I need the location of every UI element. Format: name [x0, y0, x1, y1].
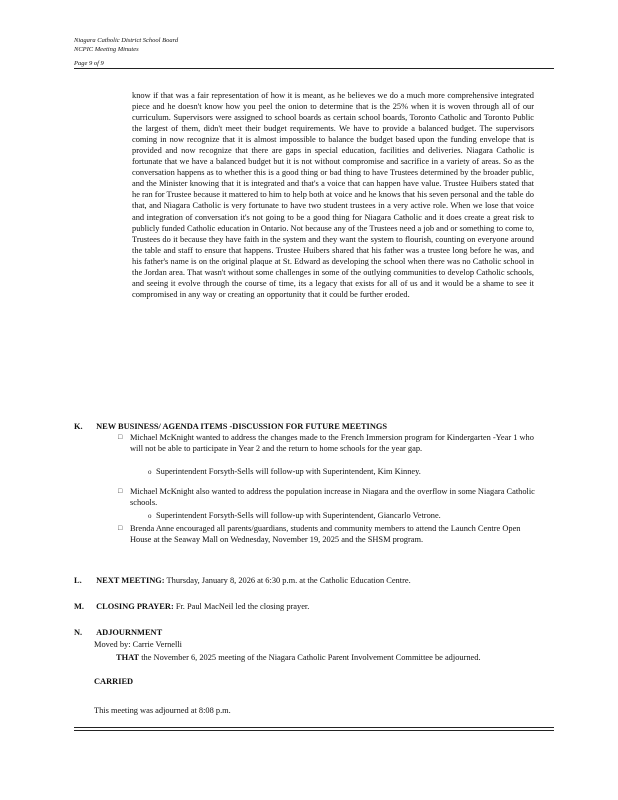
that-text: the November 6, 2025 meeting of the Niagara Catholic Parent Involvement Committee be adjourned.	[141, 653, 481, 662]
section-next-meeting	[74, 575, 411, 586]
page-number: Page 9 of 9	[74, 60, 104, 67]
footer-divider	[74, 727, 554, 728]
sub-list-item	[148, 466, 421, 478]
section-title: NEW BUSINESS/ AGENDA ITEMS -DISCUSSION FOR FUTURE MEETINGS	[96, 422, 388, 431]
section-title: NEXT MEETING:	[96, 576, 165, 585]
section-title: CLOSING PRAYER:	[96, 602, 174, 611]
header-text	[74, 36, 178, 68]
section-title: ADJOURNMENT	[96, 628, 163, 637]
section-letter: L.	[74, 576, 82, 585]
sub-bullet-icon: o	[148, 468, 152, 476]
board-name: Niagara Catholic District School Board	[74, 37, 179, 44]
section-new-business-heading	[74, 421, 387, 432]
sub-item-text: Superintendent Forsyth-Sells will follow-up with Superintendent, Kim Kinney.	[156, 467, 421, 476]
section-letter: K.	[74, 422, 83, 431]
section-adjournment	[74, 627, 162, 638]
sub-list-item	[148, 510, 441, 522]
document-title: NCPIC Meeting Minutes	[74, 46, 139, 53]
next-meeting-text: Thursday, January 8, 2026 at 6:30 p.m. at the Catholic Education Centre.	[166, 576, 411, 585]
section-letter: N.	[74, 628, 83, 637]
bullet-icon: □	[118, 487, 123, 495]
section-letter: M.	[74, 602, 84, 611]
header-divider	[74, 68, 554, 69]
sub-bullet-icon: o	[148, 512, 152, 520]
continuation-paragraph: know if that was a fair representation of how it is meant, as he believes we do a much more comprehensive integrated piece and he doesn't know how you peel the onion to determine that is the 25% when it is woven through all of our curriculum. Supervisors were assigned to school boards as certain school boards, Toronto Catholic and Toronto Public the largest of them, didn't meet their budget requirements. We have to provide a balanced budget. The supervisors coming in now recognize that it is almost impossible to balance the budget based upon the funding envelope that is provided and now recognize that there are gaps in special education, facilities and deliveries. Niagara Catholic is fortunate that we have a balanced budget but it is not without compromise and sacrifice in a variety of areas. So as the conversation happens as to whether this is a good thing or bad thing to have Trustees determined by the broader public, and the Minister knowing that it is integrated and that's a voice that can happen have value. Trustee Huibers stated that he ran for Trustee because it mattered to him to help both at voice and he knows that his seven personal and the table do that, and Niagara Catholic is very fortunate to have two student trustees in a very active role. When we lose that voice and integration of conversation it's not going to be a good thing for Niagara Catholic and it does create a great risk to publicly funded Catholic education in Ontario. Not because any of the Trustees need a job and or something to come to, Trustees do it because they have faith in the system and they want the system to flourish, counting on everyone around the table and staff to ensure that happens. Trustee Huibers shared that his father was a trustee long before he was, and his father's name is on the original plaque at St. Edward as developing the school when there was no Catholic school in the Jordan area. That wasn't without some challenges in some of the outlying communities to develop Catholic schools, and seeing it evolve through the course of time, its a legacy that exists for all of us and it would be a shame to see it compromised in any way or creating an opportunity that it could be further eroded.	[132, 91, 534, 299]
list-item: Michael McKnight wanted to address the changes made to the French Immersion program for Kindergarten -Year 1 who will not be able to participate in Year 2 and the return to home schools for the year gap.	[130, 433, 534, 453]
that-label: THAT	[116, 653, 140, 662]
motion-text	[116, 652, 536, 663]
closing-prayer-text: Fr. Paul MacNeil led the closing prayer.	[175, 602, 310, 611]
bullet-icon: □	[118, 524, 123, 532]
closing-line: This meeting was adjourned at 8:08 p.m.	[94, 706, 231, 715]
footer-divider	[74, 730, 554, 731]
sub-item-text: Superintendent Forsyth-Sells will follow-up with Superintendent, Giancarlo Vetrone.	[156, 511, 441, 520]
carried-label: CARRIED	[94, 677, 134, 686]
list-item: Michael McKnight also wanted to address the population increase in Niagara and the overflow in some Niagara Catholic schools.	[130, 487, 535, 507]
list-item: Brenda Anne encouraged all parents/guardians, students and community members to attend the Launch Centre Open House at the Seaway Mall on Wednesday, November 19, 2025 and the SHSM program.	[130, 524, 521, 544]
bullet-icon: □	[118, 433, 123, 441]
section-closing-prayer	[74, 601, 309, 612]
moved-by: Moved by: Carrie Vernelli	[94, 640, 182, 649]
